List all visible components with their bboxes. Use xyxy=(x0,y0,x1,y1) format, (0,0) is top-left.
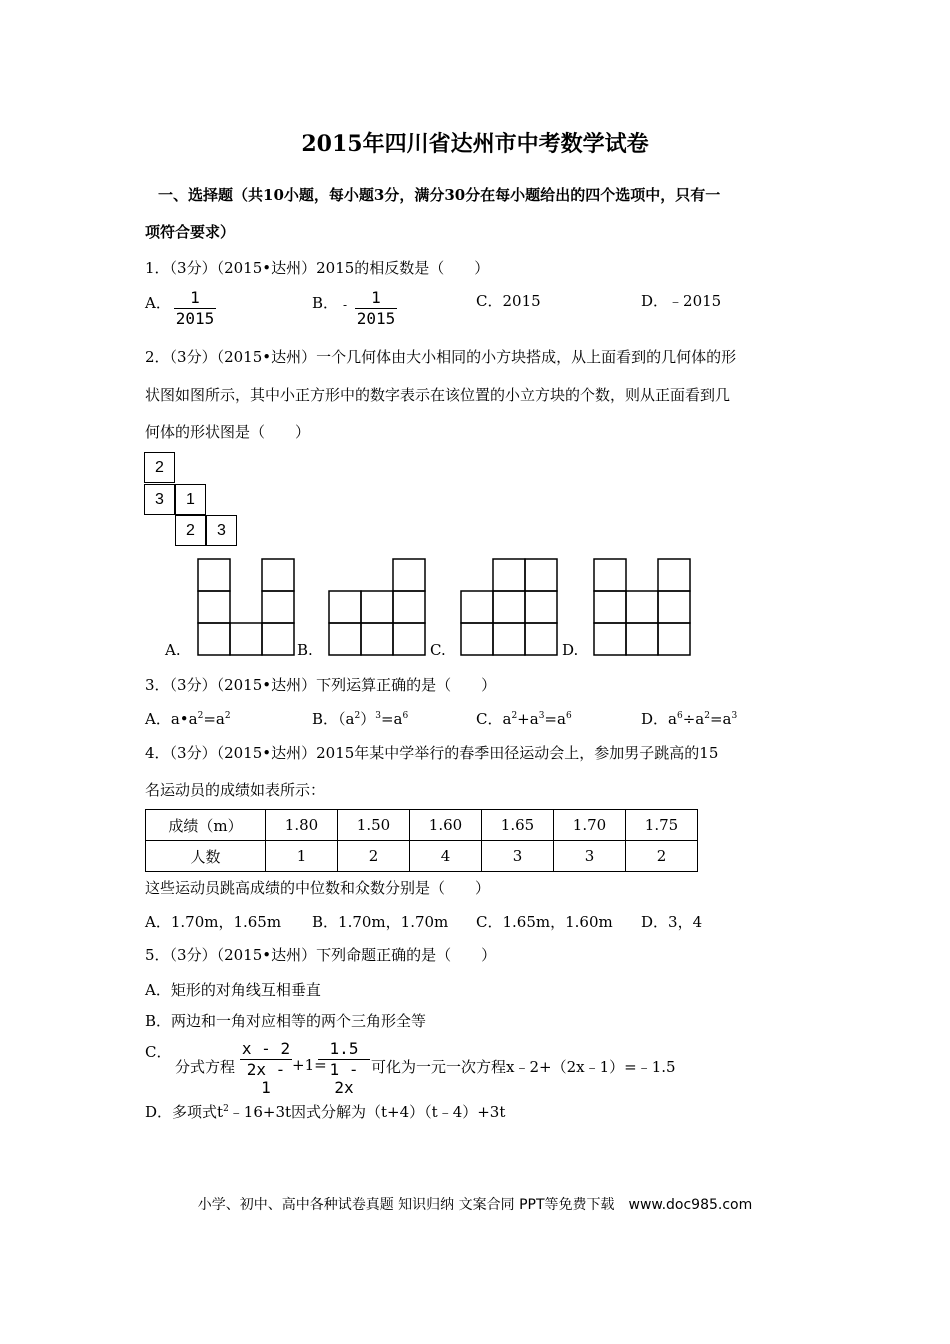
top-view-cell: 3 xyxy=(206,515,237,546)
q5-option-c-middle: +1= xyxy=(292,1056,327,1074)
q5-option-d-label: D． xyxy=(145,1103,173,1121)
question-2-line2: 状图如图所示，其中小正方形中的数字表示在该位置的小立方块的个数，则从正面看到几 xyxy=(145,386,731,404)
q1-option-b-fraction xyxy=(355,289,397,328)
q2-option-b-label: B. xyxy=(297,641,313,659)
fraction-denominator: 2015 xyxy=(175,309,215,328)
table-cell: 3 xyxy=(482,841,554,872)
q5-option-d-suffix: ﹣16+3t因式分解为（t+4）（t﹣4）+3t xyxy=(228,1103,506,1121)
question-4-line2: 名运动员的成绩如表所示： xyxy=(145,781,326,799)
table-cell: 1.60 xyxy=(410,810,482,841)
option-b-figure xyxy=(329,559,425,655)
scores-table xyxy=(145,809,698,872)
question-3-stem: 3．（3分）（2015•达州）下列运算正确的是（ ） xyxy=(145,676,497,694)
fraction-numerator: x - 2 xyxy=(241,1039,291,1058)
q5-option-b: B．两边和一角对应相等的两个三角形全等 xyxy=(145,1012,427,1030)
option-a-figure xyxy=(198,559,294,655)
fraction-numerator: 1.5 xyxy=(329,1039,359,1058)
table-row xyxy=(146,810,698,841)
section-heading-line2: 项符合要求） xyxy=(145,223,236,241)
q5-option-c-suffix: 可化为一元一次方程x﹣2+（2x﹣1）=﹣1.5 xyxy=(371,1058,676,1076)
q1-option-d: D．﹣2015 xyxy=(641,292,722,310)
option-c-figure xyxy=(461,559,557,655)
table-cell: 2 xyxy=(626,841,698,872)
q5-option-c-label: C． xyxy=(145,1043,172,1061)
question-4-line1: 4．（3分）（2015•达州）2015年某中学举行的春季田径运动会上，参加男子跳高的15 xyxy=(145,744,719,762)
q2-option-d-label: D. xyxy=(562,641,579,659)
fraction-denominator: 1 - 2x xyxy=(329,1060,359,1097)
q2-option-a-label: A. xyxy=(165,641,181,659)
table-cell: 4 xyxy=(410,841,482,872)
q1-option-c: C．2015 xyxy=(476,292,541,310)
q5-fraction-1 xyxy=(240,1040,292,1097)
q1-option-b-sign: - xyxy=(343,298,348,312)
question-1-stem: 1．（3分）（2015•达州）2015的相反数是（ ） xyxy=(145,259,490,277)
top-view-cell: 2 xyxy=(144,452,175,483)
fraction-denominator: 2015 xyxy=(356,309,396,328)
top-view-cell: 3 xyxy=(144,484,175,515)
page-footer: 小学、初中、高中各种试卷真题 知识归纳 文案合同 PPT等免费下载 www.doc985.com xyxy=(197,1197,753,1213)
q4-option-c: C．1.65m，1.60m xyxy=(476,913,613,931)
question-2-line1: 2．（3分）（2015•达州）一个几何体由大小相同的小方块搭成，从上面看到的几何体的形 xyxy=(145,348,737,366)
table-cell: 成绩（m） xyxy=(146,810,266,841)
fraction-numerator: 1 xyxy=(190,288,200,307)
table-cell: 人数 xyxy=(146,841,266,872)
fraction-numerator: 1 xyxy=(371,288,381,307)
table-row xyxy=(146,841,698,872)
q2-option-c-label: C. xyxy=(430,641,446,659)
q5-option-c-prefix: 分式方程 xyxy=(175,1058,236,1076)
q5-option-a: A．矩形的对角线互相垂直 xyxy=(145,981,321,999)
q3-option-d-label: D． xyxy=(641,710,669,728)
table-cell: 1.65 xyxy=(482,810,554,841)
q4-option-a: A．1.70m，1.65m xyxy=(145,913,282,931)
table-cell: 3 xyxy=(554,841,626,872)
question-5-stem: 5．（3分）（2015•达州）下列命题正确的是（ ） xyxy=(145,946,497,964)
q1-option-a-fraction xyxy=(174,289,216,328)
page-title: 2015年四川省达州市中考数学试卷 xyxy=(301,131,649,157)
question-2-line3: 何体的形状图是（ ） xyxy=(145,423,311,441)
q1-option-b-label: B． xyxy=(312,294,339,312)
q3-option-b: B．$(a^2)^3=a^6$ xyxy=(312,710,409,728)
table-cell: 1.50 xyxy=(338,810,410,841)
q4-option-b: B．1.70m，1.70m xyxy=(312,913,449,931)
q3-option-a-label: A． xyxy=(145,710,171,728)
fraction-denominator: 2x - 1 xyxy=(246,1060,286,1097)
option-d-figure xyxy=(594,559,690,655)
q4-option-d: D．3，4 xyxy=(641,913,703,931)
q1-option-a-label: A． xyxy=(145,294,171,312)
top-view-cell: 1 xyxy=(175,484,206,515)
table-cell: 1.75 xyxy=(626,810,698,841)
top-view-cell: 2 xyxy=(175,515,206,546)
q3-option-a: A．$a•a^2=a^2$ xyxy=(145,710,231,728)
table-cell: 1.80 xyxy=(266,810,338,841)
q5-option-d: D．多项式$t^2﹣16+3t$因式分解为（t+4）（t﹣4）+3t xyxy=(145,1103,506,1121)
q3-option-c: C．$a^2+a^3=a^6$ xyxy=(476,710,572,728)
section-heading-line1: 一、选择题（共10小题，每小题3分，满分30分在每小题给出的四个选项中，只有一 xyxy=(158,186,721,204)
q3-option-b-label: B． xyxy=(312,710,339,728)
question-4-question: 这些运动员跳高成绩的中位数和众数分别是（ ） xyxy=(145,879,491,897)
table-cell: 1.70 xyxy=(554,810,626,841)
q5-fraction-2 xyxy=(318,1040,370,1097)
q3-option-d: D．$a^6\div a^2=a^3$ xyxy=(641,710,738,728)
table-cell: 1 xyxy=(266,841,338,872)
q5-option-d-prefix: 多项式t xyxy=(172,1103,224,1121)
q3-option-c-label: C． xyxy=(476,710,503,728)
table-cell: 2 xyxy=(338,841,410,872)
